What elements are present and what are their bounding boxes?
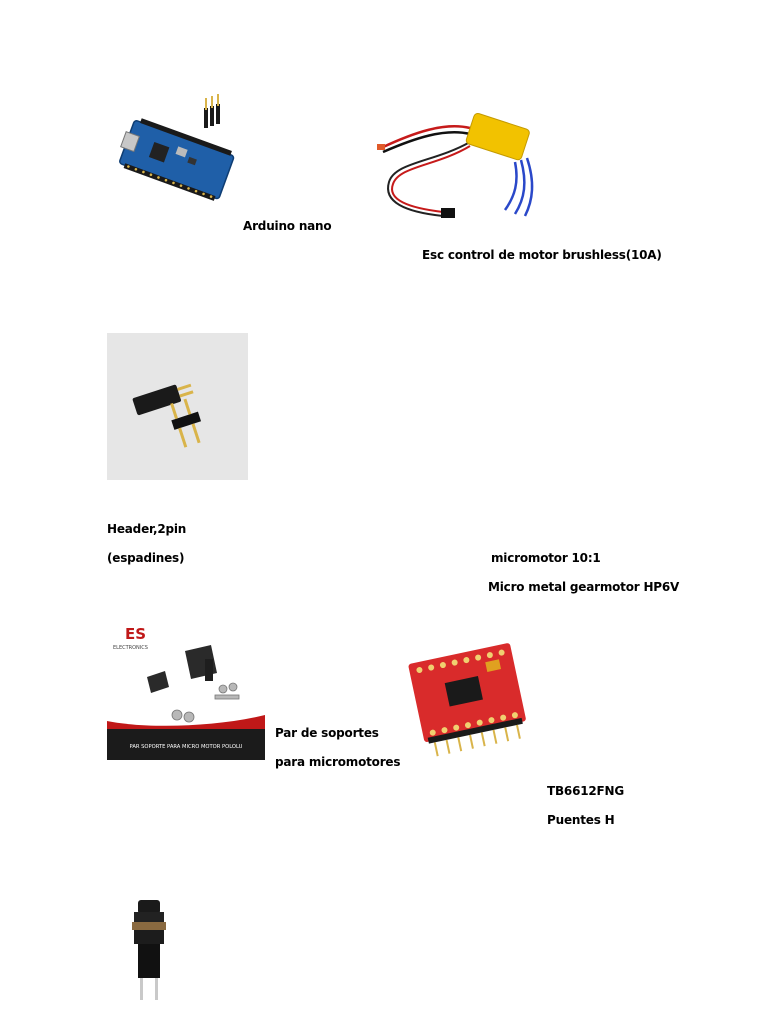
header-label-2: (espadines)	[107, 551, 185, 565]
banner-text: PAR SOPORTE PARA MICRO MOTOR POLOLU	[129, 744, 243, 750]
push-button-image	[80, 880, 214, 1018]
logo-sub: ELECTRONICS	[113, 645, 148, 651]
driver-label-1: TB6612FNG	[547, 784, 625, 798]
micromotor-label-1: micromotor 10:1	[491, 551, 601, 565]
esc-image	[375, 92, 545, 236]
soportes-label-2: para micromotores	[275, 755, 401, 769]
soportes-label-1: Par de soportes	[275, 726, 379, 740]
header-label-1: Header,2pin	[107, 522, 187, 536]
esc-label: Esc control de motor brushless(10A)	[422, 248, 662, 262]
logo-text: ES	[125, 625, 147, 643]
header-pin-image	[107, 333, 248, 480]
driver-label-2: Puentes H	[547, 813, 615, 827]
driver-image	[403, 632, 539, 770]
soportes-image	[107, 621, 265, 760]
micromotor-label-2: Micro metal gearmotor HP6V	[488, 580, 680, 594]
arduino-nano-label: Arduino nano	[243, 219, 332, 233]
arduino-nano-image	[108, 94, 240, 232]
